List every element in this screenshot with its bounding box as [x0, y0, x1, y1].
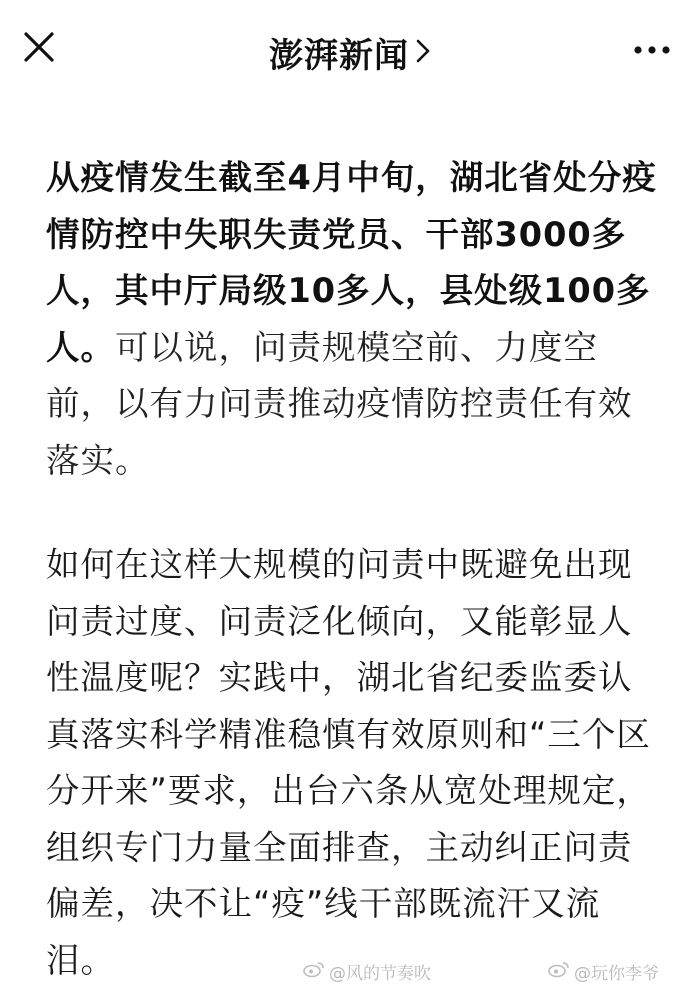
page-title — [0, 28, 700, 77]
paragraph-1-bold: 从疫情发生截至4月中旬，湖北省处分疫情防控中失职失责党员、干部3000多人，其中厅局级10多人，县处级100多人。 — [46, 158, 657, 367]
watermark-1-text: @风的节奏吹 — [329, 964, 431, 984]
paragraph-1 — [46, 150, 666, 489]
source-link[interactable] — [269, 28, 431, 77]
top-navigation-bar — [0, 0, 700, 100]
paragraph-1-normal: 可以说，问责规模空前、力度空前，以有力问责推动疫情防控责任有效落实。 — [46, 327, 633, 480]
article-body — [46, 150, 666, 989]
more-dots-icon[interactable] — [626, 30, 678, 70]
watermark-2-text: @玩你李爷 — [574, 964, 659, 984]
chevron-right-icon — [415, 33, 431, 73]
watermark-1 — [303, 959, 431, 984]
paragraph-2: 如何在这样大规模的问责中既避免出现问责过度、问责泛化倾向，又能彰显人性温度呢？实践中，湖北省纪委监委认真落实科学精准稳慎有效原则和“三个区分开来”要求，出台六条从宽处理规定，组织专门力量全面排查，主动纠正问责偏差，决不让“疫”线干部既流汗又流泪。 — [46, 545, 651, 980]
weibo-icon — [548, 960, 570, 983]
watermark-2 — [548, 959, 659, 984]
weibo-icon — [303, 960, 325, 983]
source-title: 澎湃新闻 — [269, 36, 409, 76]
